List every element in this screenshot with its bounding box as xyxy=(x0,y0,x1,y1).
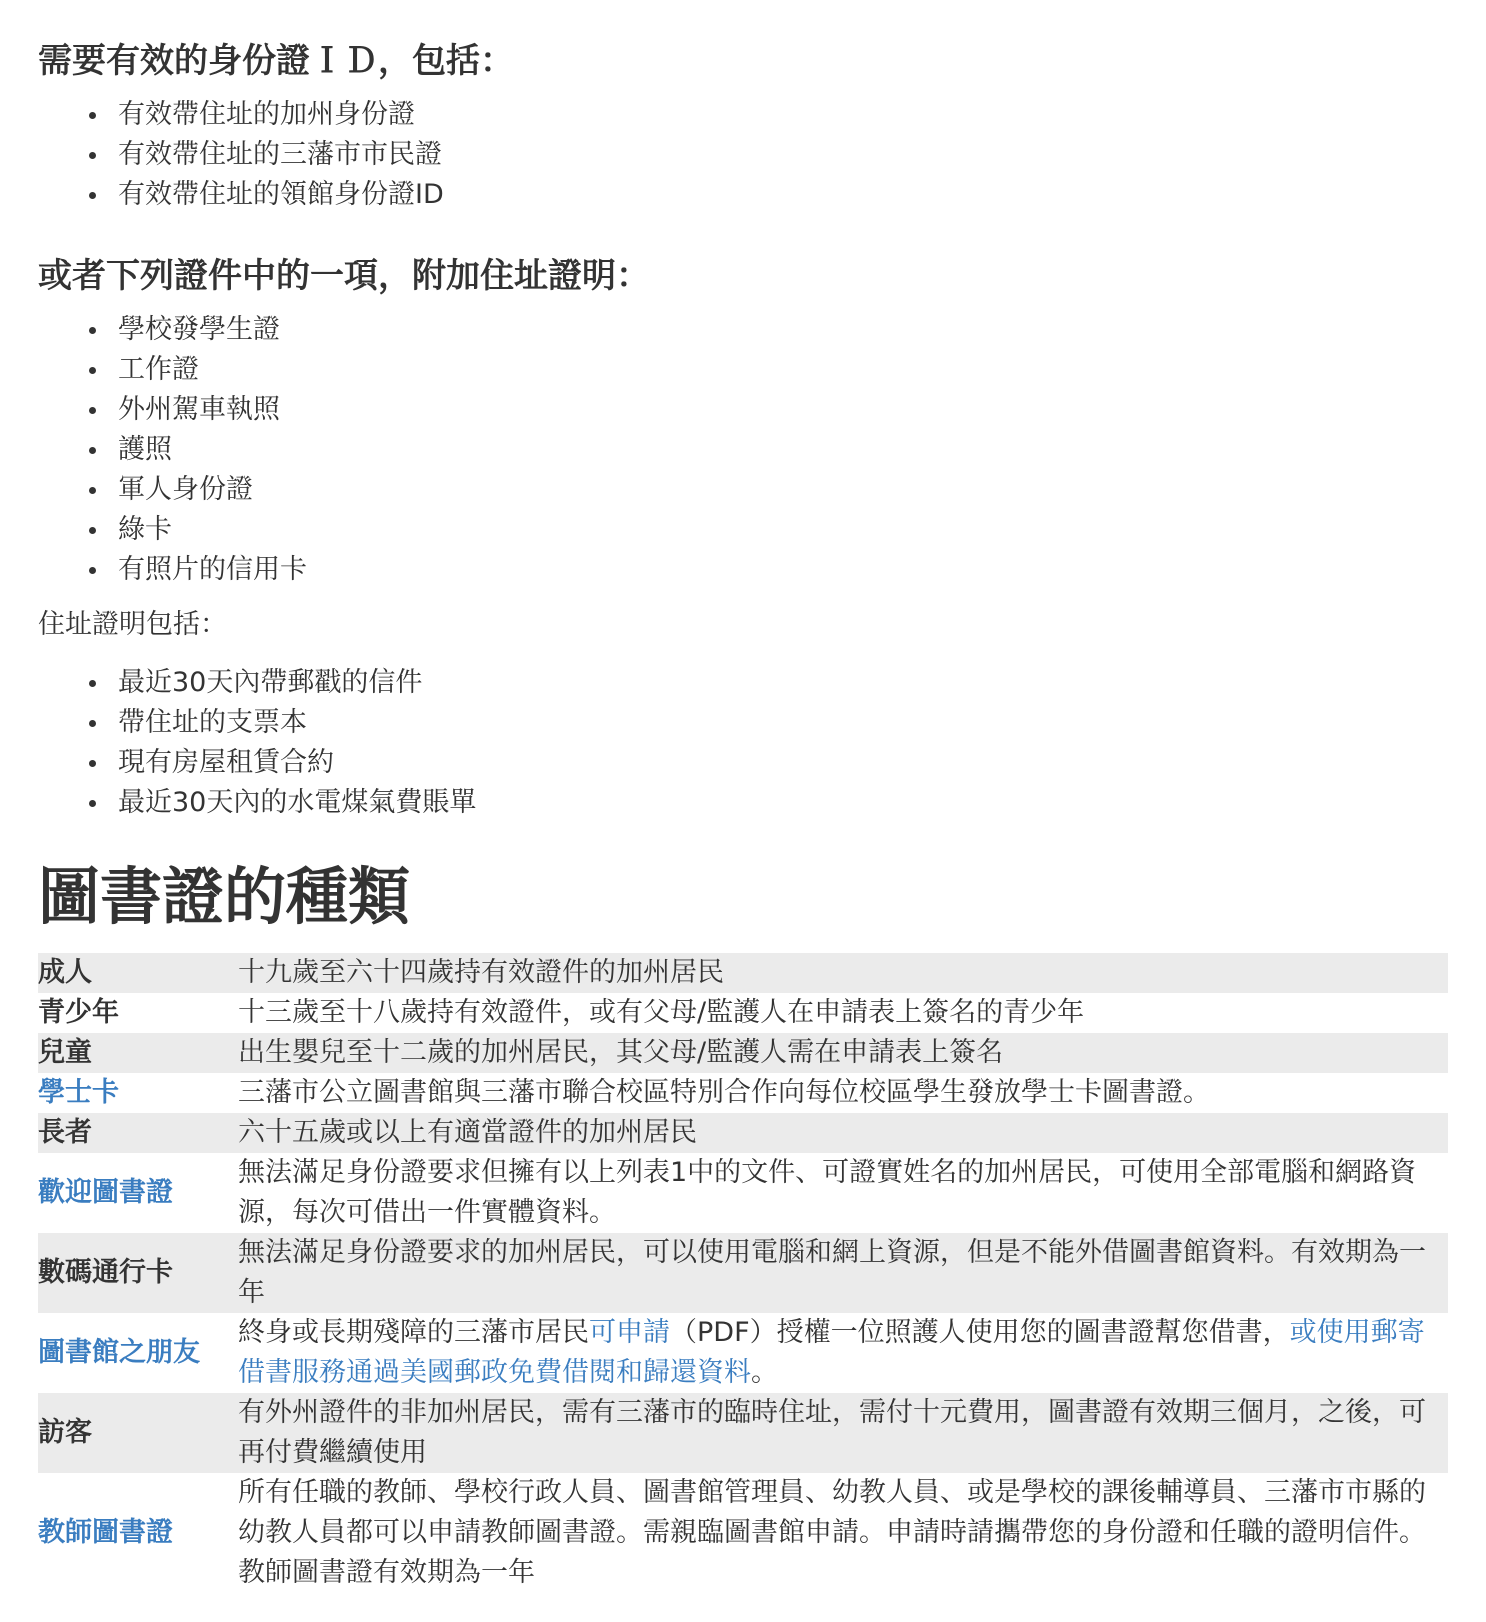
list-item: 護照 xyxy=(118,430,1448,470)
card-type-teen: 青少年 xyxy=(38,997,119,1028)
card-type-description: 有外州證件的非加州居民，需有三藩市的臨時住址，需付十元費用，圖書證有效期三個月，之後，可再付費繼續使用 xyxy=(238,1393,1448,1473)
books-by-mail-link[interactable]: 或使用郵寄借書服務通過美國郵政免費借閱和歸還資料 xyxy=(238,1317,1425,1388)
description-text: （PDF）授權一位照護人使用您的圖書證幫您借書， xyxy=(670,1317,1290,1348)
list-item: 有效帶住址的加州身份證 xyxy=(118,95,1448,135)
card-type-welcome-link[interactable]: 歡迎圖書證 xyxy=(38,1177,173,1208)
id-requirements-heading: 需要有效的身份證ＩＤ，包括： xyxy=(38,41,514,81)
description-text: 終身或長期殘障的三藩市居民 xyxy=(238,1317,589,1348)
card-type-description: 六十五歲或以上有適當證件的加州居民 xyxy=(238,1113,1448,1153)
table-row xyxy=(38,1153,1448,1233)
card-type-description: 無法滿足身份證要求但擁有以上列表1中的文件、可證實姓名的加州居民，可使用全部電腦和網路資源，每次可借出一件實體資料。 xyxy=(238,1157,1417,1228)
table-row xyxy=(38,1233,1448,1313)
list-item: 工作證 xyxy=(118,350,1448,390)
card-type-adult: 成人 xyxy=(38,953,238,993)
table-row xyxy=(38,993,1448,1033)
table-row xyxy=(38,1393,1448,1473)
address-proof-intro: 住址證明包括： xyxy=(38,609,227,640)
list-item: 外州駕車執照 xyxy=(118,390,1448,430)
card-type-senior: 長者 xyxy=(38,1113,238,1153)
table-row xyxy=(38,953,1448,993)
card-type-digital-access: 數碼通行卡 xyxy=(38,1233,238,1313)
card-type-child: 兒童 xyxy=(38,1033,238,1073)
id-requirements-list xyxy=(38,95,1448,215)
address-proof-list xyxy=(38,663,1448,823)
alternative-documents-list xyxy=(38,310,1448,590)
card-type-description: 出生嬰兒至十二歲的加州居民，其父母/監護人需在申請表上簽名 xyxy=(238,1033,1448,1073)
card-type-description xyxy=(238,1313,1448,1393)
card-type-description: 十九歲至六十四歲持有效證件的加州居民 xyxy=(238,953,1448,993)
table-row xyxy=(38,1033,1448,1073)
list-item: 綠卡 xyxy=(118,510,1448,550)
list-item: 最近30天內的水電煤氣費賬單 xyxy=(118,783,1448,823)
apply-pdf-link[interactable]: 可申請 xyxy=(589,1317,670,1348)
list-item: 學校發學生證 xyxy=(118,310,1448,350)
card-type-teacher-link[interactable]: 教師圖書證 xyxy=(38,1517,173,1548)
list-item: 軍人身份證 xyxy=(118,470,1448,510)
list-item: 有效帶住址的領館身份證ID xyxy=(118,175,1448,215)
card-type-description: 無法滿足身份證要求的加州居民，可以使用電腦和網上資源，但是不能外借圖書館資料。有效期為一年 xyxy=(238,1233,1448,1313)
alternative-documents-heading: 或者下列證件中的一項，附加住址證明： xyxy=(38,256,650,296)
list-item: 帶住址的支票本 xyxy=(118,703,1448,743)
card-type-friends-link[interactable]: 圖書館之朋友 xyxy=(38,1337,200,1368)
table-row xyxy=(38,1073,1448,1113)
card-type-description: 所有任職的教師、學校行政人員、圖書館管理員、幼教人員、或是學校的課後輔導員、三藩市市縣的幼教人員都可以申請教師圖書證。需親臨圖書館申請。申請時請攜帶您的身份證和任職的證明信件。教師圖書證有效期為一年 xyxy=(238,1477,1426,1588)
table-row xyxy=(38,1113,1448,1153)
card-type-scholar-link[interactable]: 學士卡 xyxy=(38,1077,119,1108)
card-types-table xyxy=(38,953,1448,1593)
description-text: 。 xyxy=(751,1357,778,1388)
table-row xyxy=(38,1313,1448,1393)
table-row xyxy=(38,1473,1448,1593)
card-type-description: 三藩市公立圖書館與三藩市聯合校區特別合作向每位校區學生發放學士卡圖書證。 xyxy=(238,1077,1210,1108)
list-item: 最近30天內帶郵戳的信件 xyxy=(118,663,1448,703)
list-item: 有照片的信用卡 xyxy=(118,550,1448,590)
card-type-visitor: 訪客 xyxy=(38,1393,238,1473)
card-type-description: 十三歲至十八歲持有效證件，或有父母/監護人在申請表上簽名的青少年 xyxy=(238,997,1085,1028)
list-item: 有效帶住址的三藩市市民證 xyxy=(118,135,1448,175)
card-types-heading: 圖書證的種類 xyxy=(38,860,411,933)
list-item: 現有房屋租賃合約 xyxy=(118,743,1448,783)
